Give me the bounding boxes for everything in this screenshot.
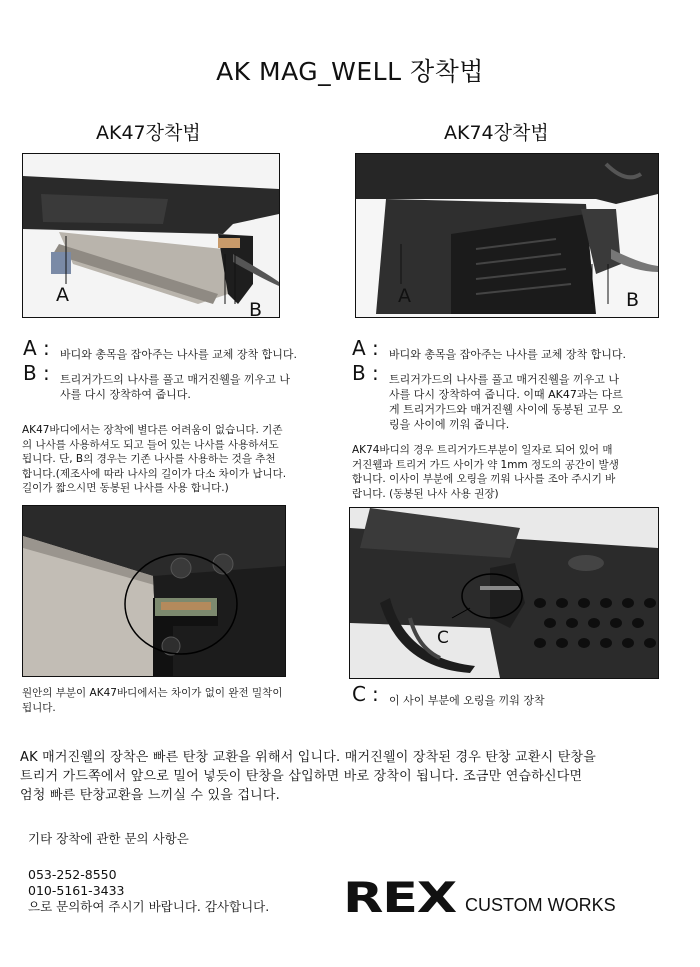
ak47-heading: AK47장착법 (96, 122, 201, 144)
ak74-photo-label-c: C (437, 628, 449, 648)
label-a-letter: A (23, 336, 37, 360)
ak74-photo-label-a: A (398, 285, 411, 307)
label-b-letter: B (23, 361, 37, 385)
contact-lines: 053-252-8550 010-5161-3433 으로 문의하여 주시기 바랍니다. 감사합니다. (28, 867, 270, 914)
contact-intro: 기타 장착에 관한 문의 사항은 (28, 831, 189, 846)
ak74-paragraph: AK74바디의 경우 트리거가드부분이 일자로 되어 있어 매 거진웰과 트리거 가드 사이가 약 1mm 정도의 공간이 발생 합니다. 이사이 부분에 오링을 끼워 나사를 조아 주시기 바 랍니다. (동봉된 나사 사용 권장) (352, 444, 619, 500)
ak47-paragraph: AK47바디에서는 장착에 별다른 어려움이 없습니다. 기존 의 나사를 사용하셔도 되고 들어 있는 나사를 사용하셔도 됩니다. 단, B의 경우는 기존 나사를 사용하는 것을 추천 합니다.(제조사에 따라 나사의 길이가 다소 차이가 납니다. 길이가 짧으시면 동봉된 나사를 사용 합니다.) (22, 424, 287, 494)
label-a-text: 바디와 총목을 잡아주는 나사를 교체 장착 합니다. (389, 348, 626, 361)
label-b-text: 트리거가드의 나사를 풀고 매거진웰을 끼우고 나 사를 다시 장착하여 줍니다. (60, 373, 291, 401)
label-c-text: 이 사이 부분에 오링을 끼워 장착 (389, 694, 545, 707)
ak47-photo-label-b: B (249, 299, 263, 318)
ak47-photo-label-a: A (56, 284, 69, 306)
ak47-caption: 원안의 부분이 AK47바디에서는 차이가 없이 완전 밀착이 됩니다. (22, 687, 283, 714)
brand-subtitle: CUSTOM WORKS (465, 895, 616, 915)
ak74-photo-label-b: B (626, 289, 640, 311)
label-b-letter: B (352, 361, 366, 385)
label-a-text: 바디와 총목을 잡아주는 나사를 교체 장착 합니다. (60, 348, 297, 361)
ak47-magwell-photo (22, 153, 280, 318)
label-c-letter: C (352, 682, 366, 706)
summary-paragraph: AK 매거진웰의 장착은 빠른 탄창 교환을 위해서 입니다. 매거진웰이 장착된 경우 탄창 교환시 탄창을 트리거 가드쪽에서 앞으로 밀어 넣듯이 탄창을 삽입하면 바로 장착이 됩니다. 조금만 연습하신다면 엄청 빠른 탄창교환을 느끼실 수 있을 겁니다. (20, 750, 597, 803)
label-a-letter: A (352, 336, 366, 360)
rex-logo: REX (343, 873, 457, 922)
ak74-closeup-photo (349, 507, 659, 679)
ak74-heading: AK74장착법 (444, 122, 549, 144)
ak74-magwell-photo (355, 153, 659, 318)
label-b-text: 트리거가드의 나사를 풀고 매거진웰을 끼우고 나 사를 다시 장착하여 줍니다. 이때 AK47과는 다르 게 트리거가드와 매거진웰 사이에 동봉된 고무 오 링을 사이에 끼워 줍니다. (389, 373, 623, 431)
page-title: AK MAG_WELL 장착법 (216, 57, 484, 86)
ak47-closeup-photo (22, 505, 286, 677)
